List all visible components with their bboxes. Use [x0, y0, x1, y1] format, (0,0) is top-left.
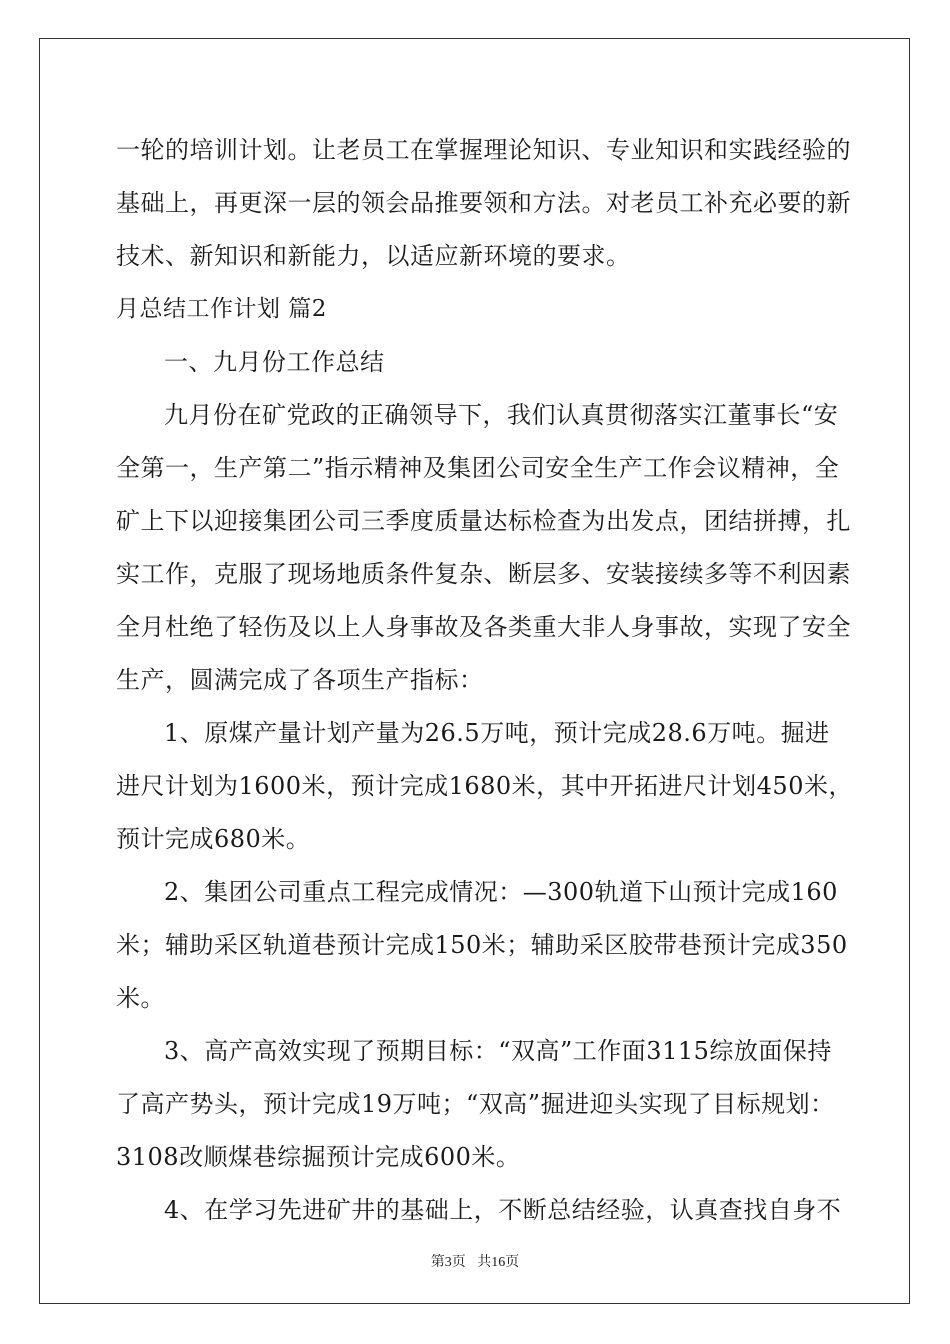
- subsection-heading: 一、九月份工作总结: [164, 348, 385, 376]
- text-line: 一轮的培训计划。让老员工在掌握理论知识、专业知识和实践经验的: [116, 136, 851, 164]
- page-number: 第3页: [430, 1255, 466, 1270]
- text-line: 预计完成680米。: [116, 825, 311, 853]
- text-line: 3、高产高效实现了预期目标：“双高”工作面3115综放面保持: [164, 1037, 832, 1065]
- text-line: 全第一，生产第二”指示精神及集团公司安全生产工作会议精神，全: [116, 454, 840, 482]
- section-title: 月总结工作计划 篇2: [116, 296, 327, 322]
- text-line: 米。: [116, 984, 165, 1012]
- text-line: 进尺计划为1600米，预计完成1680米，其中开拓进尺计划450米，: [116, 772, 853, 800]
- text-line: 2、集团公司重点工程完成情况：—300轨道下山预计完成160: [164, 878, 838, 906]
- text-line: 生产，圆满完成了各项生产指标：: [116, 666, 484, 694]
- page-total: 共16页: [477, 1255, 520, 1270]
- text-line: 3108改顺煤巷综掘预计完成600米。: [116, 1143, 521, 1171]
- text-line: 全月杜绝了轻伤及以上人身事故及各类重大非人身事故，实现了安全: [116, 613, 851, 641]
- text-line: 实工作，克服了现场地质条件复杂、断层多、安装接续多等不利因素: [116, 560, 851, 588]
- text-line: 矿上下以迎接集团公司三季度质量达标检查为出发点，团结拼搏，扎: [116, 507, 851, 535]
- page-footer: [0, 1251, 950, 1271]
- text-line: 基础上，再更深一层的领会品推要领和方法。对老员工补充必要的新: [116, 189, 851, 217]
- document-body: [116, 124, 853, 1237]
- text-line: 米；辅助采区轨道巷预计完成150米；辅助采区胶带巷预计完成350: [116, 931, 848, 959]
- text-line: 1、原煤产量计划产量为26.5万吨，预计完成28.6万吨。掘进: [164, 719, 830, 747]
- text-line: 了高产势头，预计完成19万吨；“双高”掘进迎头实现了目标规划：: [116, 1090, 835, 1118]
- text-line: 4、在学习先进矿井的基础上，不断总结经验，认真查找自身不: [164, 1196, 842, 1224]
- text-line: 技术、新知识和新能力，以适应新环境的要求。: [116, 242, 631, 270]
- text-line: 九月份在矿党政的正确领导下，我们认真贯彻落实江董事长“安: [164, 401, 839, 429]
